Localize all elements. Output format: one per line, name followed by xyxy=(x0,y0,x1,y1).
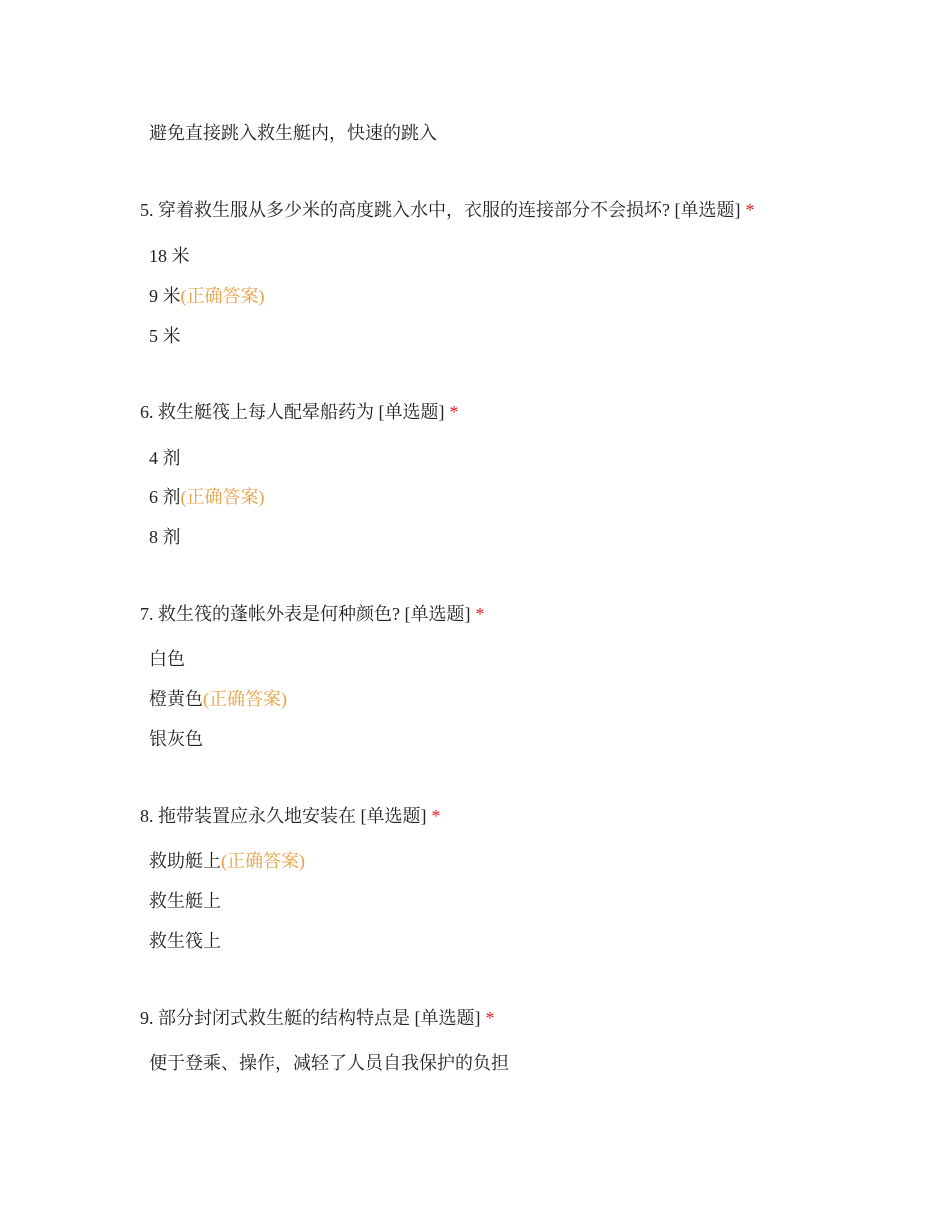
question-9-option-1 xyxy=(149,1052,509,1074)
correct-answer-tag: (正确答案) xyxy=(221,851,305,871)
required-mark: * xyxy=(431,806,441,826)
required-mark: * xyxy=(449,402,459,422)
question-8-option-2 xyxy=(149,890,221,912)
option-text: 8 剂 xyxy=(149,527,181,547)
option-text: 18 米 xyxy=(149,246,190,266)
question-7-title xyxy=(140,603,484,625)
question-text: 9. 部分封闭式救生艇的结构特点是 [单选题] xyxy=(140,1008,481,1028)
question-6-title xyxy=(140,401,459,423)
question-5-option-2 xyxy=(149,285,265,307)
option-text: 避免直接跳入救生艇内，快速的跳入 xyxy=(149,123,437,143)
question-8-title xyxy=(140,805,441,827)
option-text: 6 剂 xyxy=(149,487,181,507)
question-7-option-1 xyxy=(149,648,185,670)
question-text: 5. 穿着救生服从多少米的高度跳入水中，衣服的连接部分不会损坏? [单选题] xyxy=(140,200,741,220)
question-5-option-3 xyxy=(149,325,181,347)
required-mark: * xyxy=(745,200,755,220)
option-text: 橙黄色 xyxy=(149,689,203,709)
question-text: 6. 救生艇筏上每人配晕船药为 [单选题] xyxy=(140,402,445,422)
question-6-option-3 xyxy=(149,526,181,548)
option-text: 救生艇上 xyxy=(149,891,221,911)
option-text: 9 米 xyxy=(149,286,181,306)
option-leading xyxy=(149,122,437,144)
question-9-title xyxy=(140,1007,495,1029)
correct-answer-tag: (正确答案) xyxy=(180,487,265,507)
question-6-option-1 xyxy=(149,447,181,469)
required-mark: * xyxy=(485,1008,495,1028)
question-5-title xyxy=(140,199,754,221)
option-text: 银灰色 xyxy=(149,729,203,749)
option-text: 4 剂 xyxy=(149,448,181,468)
question-6-option-2 xyxy=(149,486,265,508)
question-7-option-2 xyxy=(149,688,287,710)
question-8-option-3 xyxy=(149,930,221,952)
option-text: 便于登乘、操作，减轻了人员自我保护的负担 xyxy=(149,1053,509,1073)
question-5-option-1 xyxy=(149,245,190,267)
option-text: 救助艇上 xyxy=(149,851,221,871)
correct-answer-tag: (正确答案) xyxy=(180,286,265,306)
option-text: 白色 xyxy=(149,649,185,669)
option-text: 救生筏上 xyxy=(149,931,221,951)
question-7-option-3 xyxy=(149,728,203,750)
question-text: 7. 救生筏的蓬帐外表是何种颜色? [单选题] xyxy=(140,604,471,624)
question-8-option-1 xyxy=(149,850,305,872)
question-text: 8. 拖带装置应永久地安装在 [单选题] xyxy=(140,806,427,826)
required-mark: * xyxy=(475,604,485,624)
correct-answer-tag: (正确答案) xyxy=(203,689,287,709)
option-text: 5 米 xyxy=(149,326,181,346)
